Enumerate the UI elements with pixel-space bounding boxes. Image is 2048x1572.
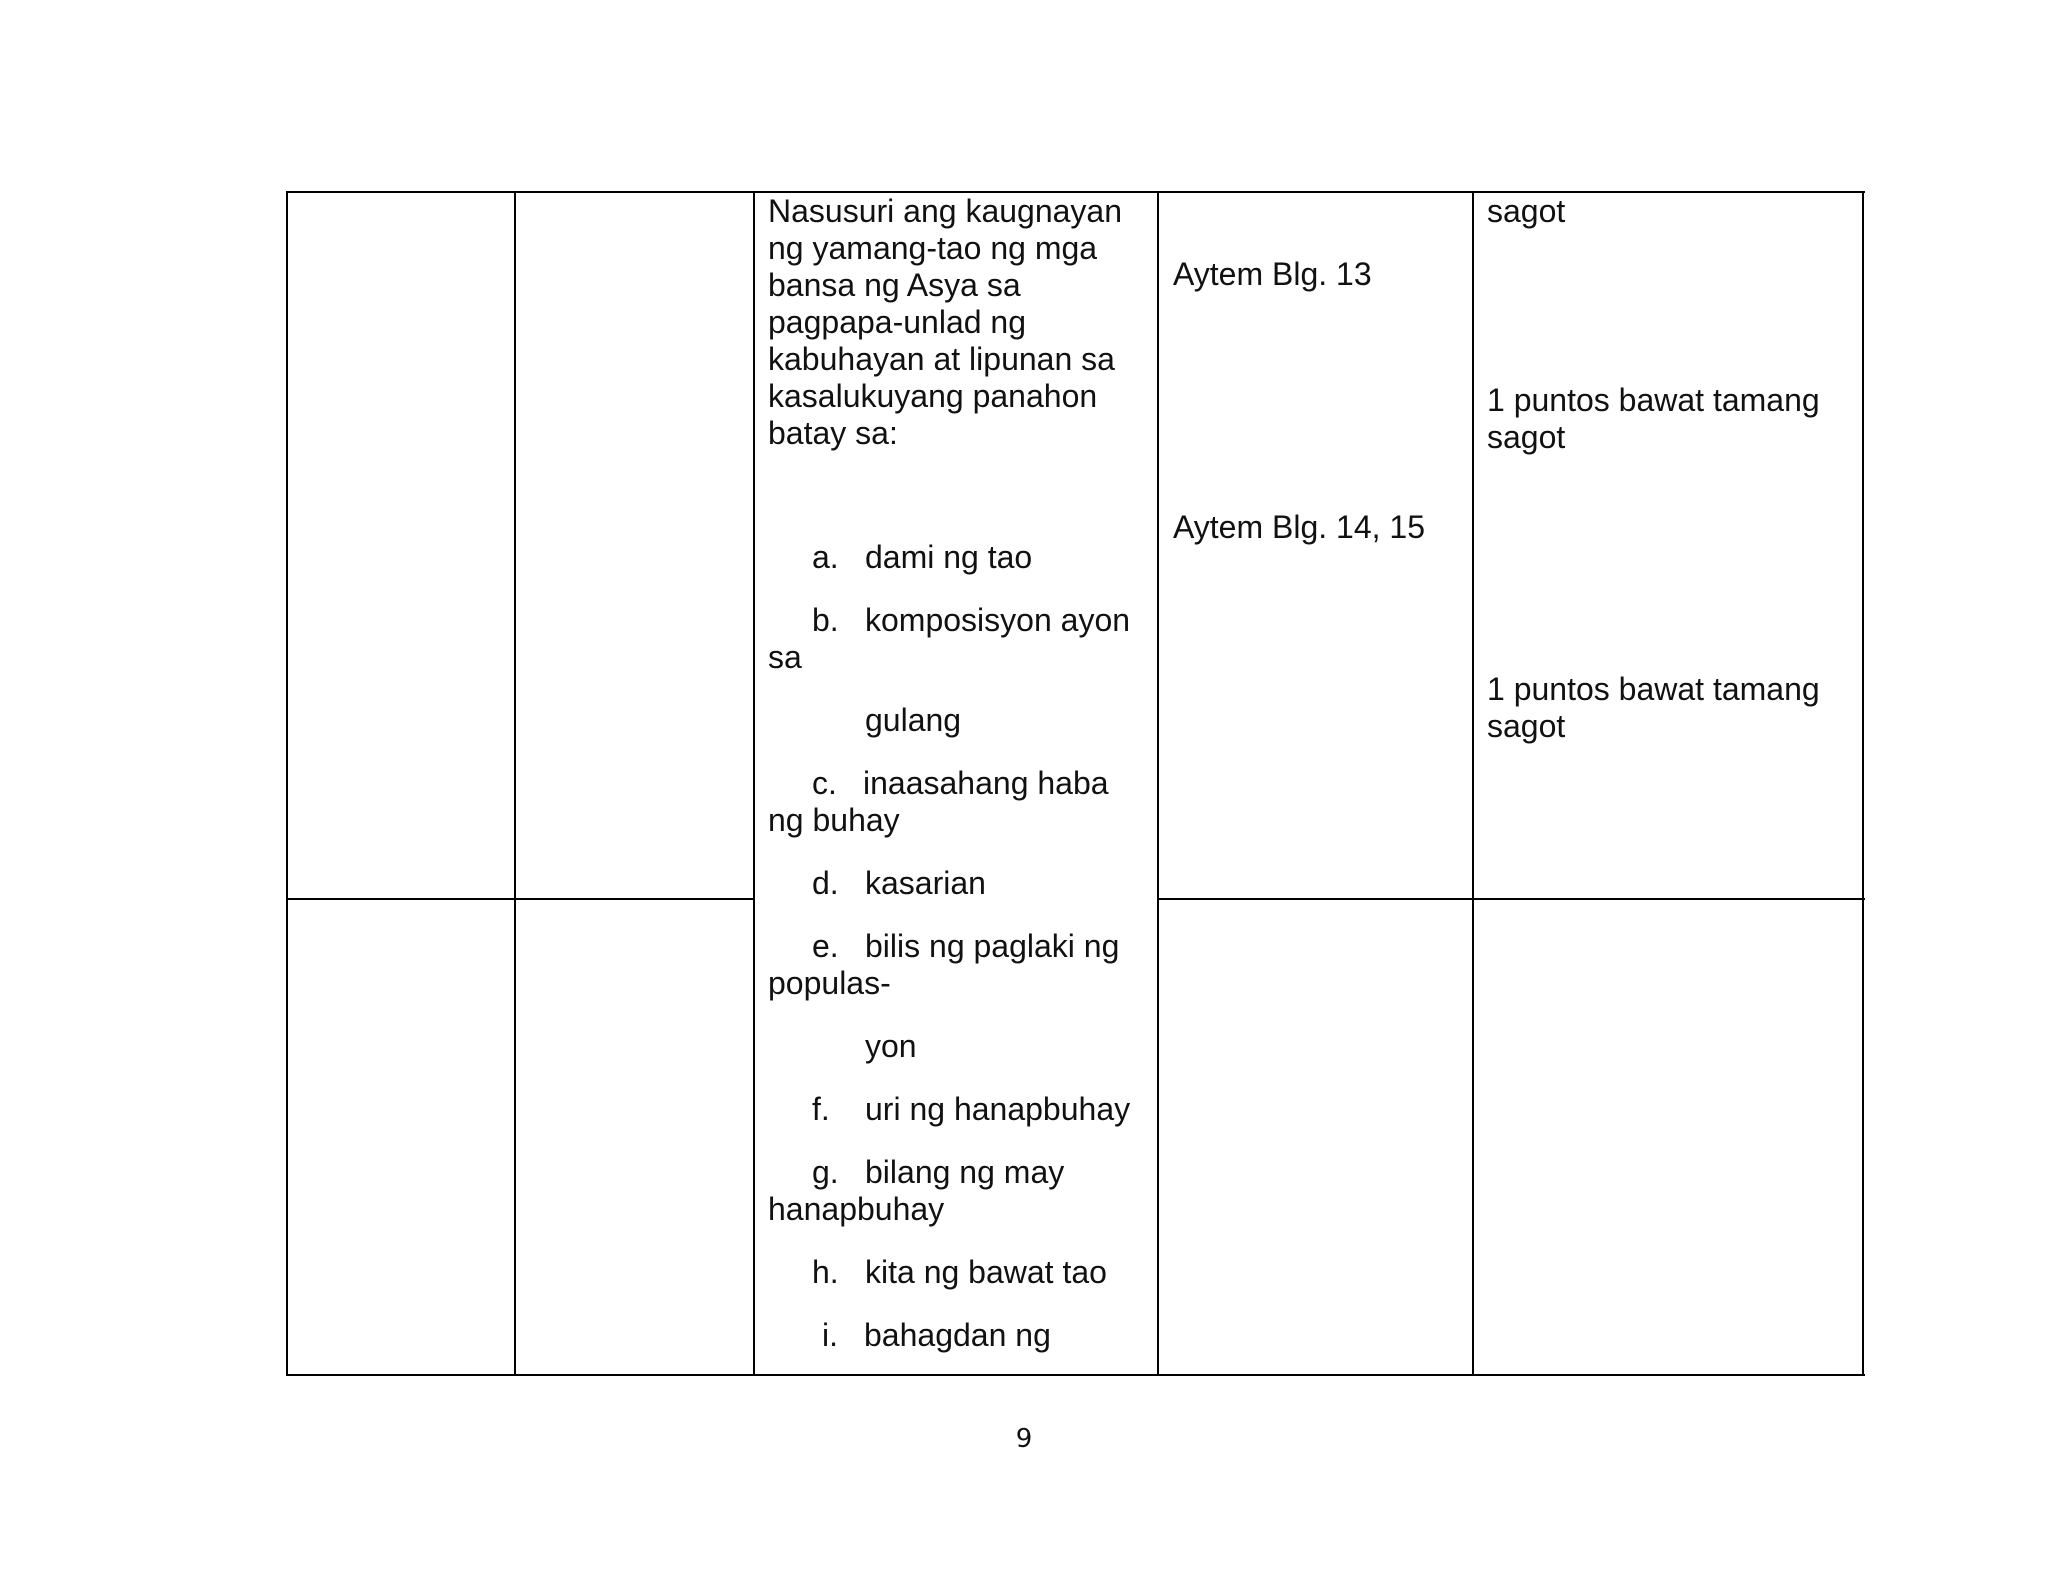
list-item-text: bahagdan ng — [864, 1317, 1051, 1353]
list-item-text: kita ng bawat tao — [865, 1254, 1107, 1290]
list-item-letter: b. — [812, 602, 839, 638]
list-item-letter: f. — [812, 1091, 830, 1127]
list-item-text: inaasahang haba — [863, 765, 1109, 801]
list-item-text: bilang ng may — [865, 1154, 1065, 1190]
row-divider-right — [1158, 898, 1865, 900]
list-item-letter: a. — [812, 539, 839, 575]
column-divider-1 — [514, 191, 516, 1376]
list-item-text: yon — [865, 1028, 917, 1064]
list-item-letter: i. — [822, 1317, 838, 1353]
objective-line: ng yamang-tao ng mga — [768, 230, 1098, 266]
scoring-text: 1 puntos bawat tamang — [1487, 382, 1820, 418]
list-item-letter: e. — [812, 928, 839, 964]
item-number: Aytem Blg. 13 — [1173, 256, 1372, 292]
scoring-text: sagot — [1487, 419, 1566, 455]
scoring-text: 1 puntos bawat tamang — [1487, 671, 1820, 707]
list-item-text: gulang — [865, 702, 962, 738]
objective-line: kabuhayan at lipunan sa — [768, 341, 1115, 377]
list-item-text: uri ng hanapbuhay — [865, 1091, 1131, 1127]
column-divider-3 — [1157, 191, 1159, 1376]
list-item-wrap: sa — [768, 639, 802, 675]
list-item-text: bilis ng paglaki ng — [865, 928, 1120, 964]
table-border-right — [1862, 191, 1864, 1376]
table-border-left — [286, 191, 288, 1376]
list-item-text: dami ng tao — [865, 539, 1033, 575]
table-border-bottom — [286, 1374, 1865, 1376]
objective-line: pagpapa-unlad ng — [768, 304, 1027, 340]
column-divider-2 — [753, 191, 755, 1376]
list-item-letter: h. — [812, 1254, 839, 1290]
column-divider-4 — [1472, 191, 1474, 1376]
item-number: Aytem Blg. 14, 15 — [1173, 509, 1425, 545]
list-item-letter: c. — [812, 765, 837, 801]
scoring-text: sagot — [1487, 708, 1566, 744]
list-item-letter: d. — [812, 865, 839, 901]
scoring-text: sagot — [1487, 193, 1566, 229]
objective-line: batay sa: — [768, 415, 898, 451]
list-item-wrap: ng buhay — [768, 802, 900, 838]
list-item-wrap: hanapbuhay — [768, 1191, 945, 1227]
objective-line: kasalukuyang panahon — [768, 378, 1098, 414]
objective-line: bansa ng Asya sa — [768, 267, 1021, 303]
list-item-text: komposisyon ayon — [865, 602, 1131, 638]
row-divider-left — [286, 898, 754, 900]
list-item-text: kasarian — [865, 865, 986, 901]
list-item-wrap: populas- — [768, 965, 891, 1001]
list-item-letter: g. — [812, 1154, 839, 1190]
objective-line: Nasusuri ang kaugnayan — [768, 193, 1123, 229]
page-number: 9 — [1015, 1424, 1033, 1454]
